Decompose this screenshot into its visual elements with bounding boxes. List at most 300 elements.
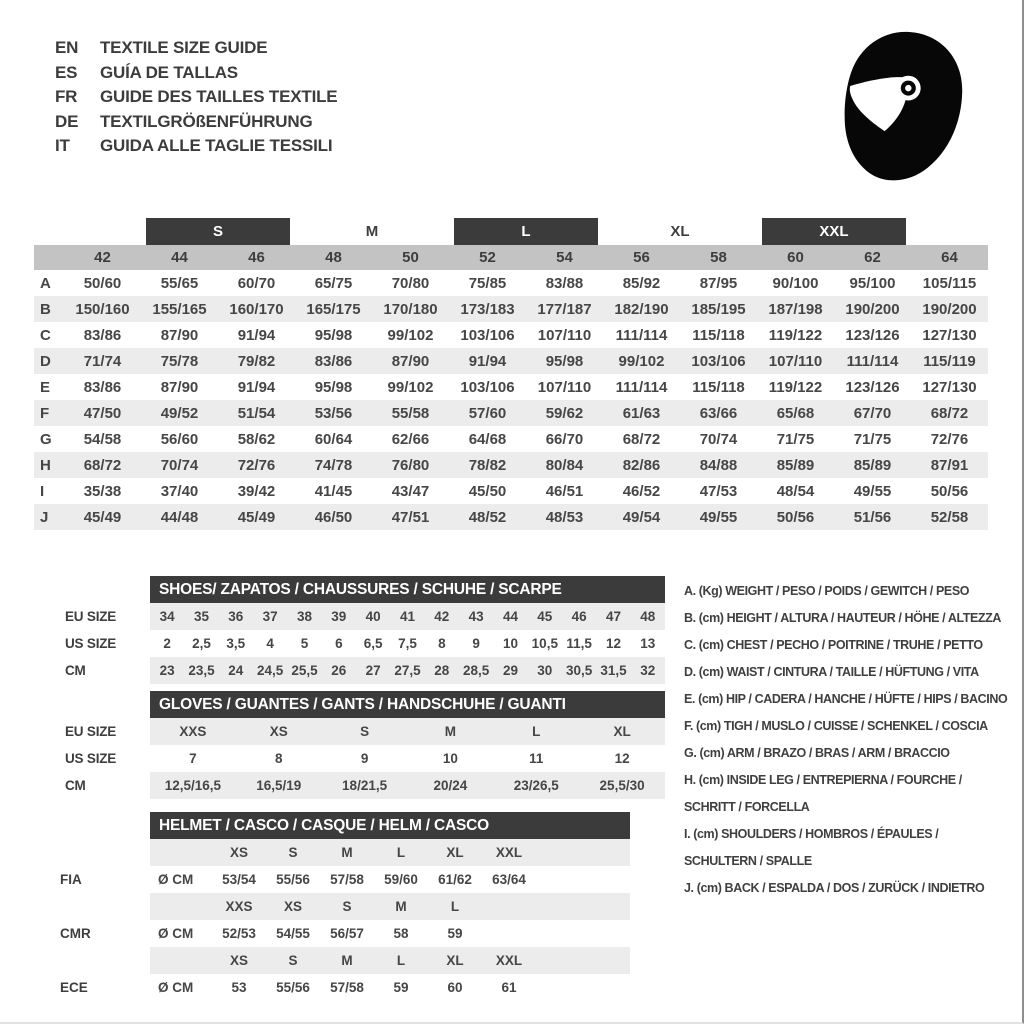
size-value: 46/52 [622,482,661,500]
lower-section [40,576,1012,1001]
helmet-size: XXL [482,839,536,866]
shoes-value: 2,5 [192,636,211,651]
shoes-value: 24 [219,657,253,684]
row-label: CM [40,657,150,684]
size-group-header-row [34,218,988,245]
language-title: GUIDE DES TAILLES TEXTILE [100,87,338,107]
language-row [55,85,337,110]
shoes-value: 27 [356,657,390,684]
size-table-row [34,452,988,478]
helmet-value-row [40,974,630,1001]
size-value: 80/84 [545,456,584,474]
size-value: 111/114 [615,378,668,396]
size-value: 60/64 [314,430,353,448]
language-code: DE [55,111,79,131]
size-value: 75/78 [160,352,199,370]
size-value: 50/56 [776,508,815,526]
gloves-value: L [493,718,579,745]
size-value: 99/102 [618,352,665,370]
size-value: 53/56 [314,404,353,422]
size-value: 58/62 [237,430,276,448]
size-value: 83/86 [83,326,122,344]
size-value: 187/198 [768,300,823,318]
size-value: 61/63 [622,404,661,422]
size-value: 173/183 [460,300,515,318]
row-label: A [40,274,51,292]
size-group-label: XXL [762,218,906,245]
size-value: 59/62 [545,404,584,422]
shoes-value: 10,5 [531,636,558,651]
column-header: 50 [402,249,419,266]
column-header: 48 [325,249,342,266]
gloves-value: M [408,718,494,745]
language-code: ES [55,62,78,82]
size-value: 95/98 [314,326,353,344]
size-value: 71/75 [853,430,892,448]
accessory-tables [40,576,670,1001]
size-value: 127/130 [922,326,977,344]
gloves-value: 11 [529,751,544,766]
shoes-value: 31,5 [596,657,630,684]
helmet-size [482,893,536,920]
shoes-value: 37 [253,603,287,630]
helmet-size: L [374,947,428,974]
gloves-value: XL [579,718,665,745]
size-group-cell [603,218,757,245]
column-header: 60 [787,249,804,266]
column-header: 42 [94,249,111,266]
size-value: 83/86 [314,352,353,370]
size-group-cell [757,218,911,245]
language-row [55,110,337,135]
helmet-value: 57/58 [330,872,364,887]
size-value: 71/74 [83,352,122,370]
shoes-title-row [40,576,670,603]
size-table-row [34,504,988,530]
language-code: EN [55,38,79,57]
helmet-value: 60 [447,980,463,995]
gloves-value: 18/21,5 [322,772,408,799]
helmet-size-row [40,947,630,974]
row-filler [536,893,630,920]
row-filler [536,839,630,866]
size-value: 78/82 [468,456,507,474]
size-value: 44/48 [160,508,199,526]
shoes-value: 27,5 [390,657,424,684]
size-value: 49/54 [622,508,661,526]
shoes-value: 34 [150,603,184,630]
helmet-size: S [266,947,320,974]
size-table-row [34,296,988,322]
language-title: GUIDA ALLE TAGLIE TESSILI [100,136,333,156]
size-value: 82/86 [622,456,661,474]
shoes-value: 13 [640,636,656,651]
size-value: 103/106 [460,378,515,396]
gloves-value: 12,5/16,5 [150,772,236,799]
size-group-label: S [146,218,290,245]
language-title-list [55,36,337,159]
size-value: 66/70 [545,430,584,448]
gloves-value: 10 [442,751,458,766]
shoes-value: 25,5 [287,657,321,684]
shoes-row [40,657,665,684]
language-title: GUÍA DE TALLAS [100,62,238,82]
size-value: 47/53 [699,482,738,500]
size-value: 107/110 [537,326,592,344]
size-value: 185/195 [691,300,746,318]
size-value: 155/165 [152,300,207,318]
size-table-row [34,400,988,426]
helmet-value: 53/54 [222,872,256,887]
shoes-value: 23,5 [184,657,218,684]
main-size-table [34,218,988,530]
size-value: 85/89 [853,456,892,474]
shoes-value: 30,5 [562,657,596,684]
column-header: 64 [941,249,958,266]
size-value: 165/175 [306,300,361,318]
size-value: 91/94 [468,352,507,370]
size-value: 115/118 [692,378,745,396]
gloves-row [40,772,665,799]
helmet-size-row [40,839,630,866]
size-value: 67/70 [853,404,892,422]
helmet-value: 61 [501,980,517,995]
language-row [55,61,337,86]
helmet-table-title: HELMET / CASCO / CASQUE / HELM / CASCO [150,812,630,839]
size-value: 46/51 [545,482,584,500]
size-value: 62/66 [391,430,430,448]
row-label: F [40,404,50,422]
row-label: J [40,508,49,526]
shoes-value: 46 [562,603,596,630]
gloves-value: S [322,718,408,745]
shoes-value: 38 [287,603,321,630]
size-value: 48/52 [468,508,507,526]
gloves-value: 16,5/19 [236,772,322,799]
size-value: 68/72 [83,456,122,474]
unit-spacer [150,947,212,974]
size-value: 70/74 [160,456,199,474]
measurement-legend [684,576,1012,1001]
size-value: 107/110 [537,378,592,396]
size-value: 103/106 [691,352,746,370]
size-value: 190/200 [845,300,900,318]
helmet-size: XS [212,839,266,866]
size-value: 43/47 [391,482,430,500]
column-header: 58 [710,249,727,266]
size-value: 70/74 [699,430,738,448]
row-label: US SIZE [40,745,150,772]
size-value: 57/60 [468,404,507,422]
size-value: 91/94 [237,378,276,396]
shoes-value: 42 [425,603,459,630]
helmet-size: XL [428,947,482,974]
shoes-value: 30 [528,657,562,684]
size-value: 47/50 [83,404,122,422]
language-title: TEXTILE SIZE GUIDE [100,38,268,57]
size-value: 55/58 [391,404,430,422]
size-value: 111/114 [846,352,899,370]
size-value: 48/53 [545,508,584,526]
shoes-value: 23 [150,657,184,684]
size-value: 51/56 [853,508,892,526]
size-value: 127/130 [922,378,977,396]
gloves-value: XS [236,718,322,745]
title-spacer [40,576,150,603]
helmet-value: 61/62 [438,872,472,887]
size-value: 111/114 [615,326,668,344]
size-value: 190/200 [922,300,977,318]
size-group-label: XL [670,223,690,240]
size-value: 68/72 [622,430,661,448]
gloves-title-row [40,691,670,718]
shoes-value: 29 [493,657,527,684]
helmet-value: 55/56 [276,980,310,995]
size-value: 107/110 [768,352,823,370]
size-group-label: L [454,218,598,245]
size-value: 87/95 [699,274,738,292]
size-group-label: M [365,223,379,240]
legend-item: A. (Kg) WEIGHT / PESO / POIDS / GEWITCH / PESO [684,584,970,598]
shoes-row [40,603,665,630]
gloves-value: 8 [274,751,283,766]
size-group-cell [295,218,449,245]
helmet-size: S [266,839,320,866]
helmet-value: 59/60 [384,872,418,887]
size-value: 37/40 [160,482,199,500]
size-value: 83/88 [545,274,584,292]
helmet-size: XXS [212,893,266,920]
row-filler [536,974,630,1001]
size-value: 115/118 [692,326,745,344]
size-group-cell [141,218,295,245]
size-value: 87/90 [160,326,199,344]
size-value: 95/98 [545,352,584,370]
size-value: 51/54 [237,404,276,422]
size-value: 177/187 [537,300,592,318]
size-value: 83/86 [83,378,122,396]
shoes-value: 45 [528,603,562,630]
gloves-value: 12 [614,751,630,766]
row-label: I [40,482,45,500]
shoes-value: 4 [266,636,274,651]
size-value: 91/94 [237,326,276,344]
size-value: 115/119 [923,352,976,370]
size-value: 49/55 [853,482,892,500]
column-header: 52 [479,249,496,266]
unit-spacer [150,893,212,920]
unit-label: Ø CM [158,872,194,887]
column-header: 46 [248,249,265,266]
header [0,36,1022,196]
size-value: 123/126 [845,378,900,396]
size-value: 45/49 [83,508,122,526]
helmet-size: XS [212,947,266,974]
shoes-value: 40 [356,603,390,630]
row-filler [536,947,630,974]
shoes-value: 12 [605,636,621,651]
gloves-row [40,718,665,745]
size-value: 35/38 [83,482,122,500]
legend-item: J. (cm) BACK / ESPALDA / DOS / ZURÜCK / INDIETRO [684,881,985,895]
column-header: 56 [633,249,650,266]
shoes-table [40,576,670,684]
title-spacer [40,812,150,839]
size-value: 99/102 [387,378,434,396]
size-value: 65/75 [314,274,353,292]
helmet-size-row [40,893,630,920]
language-code: IT [55,136,70,156]
gloves-table [40,691,670,799]
size-value: 64/68 [468,430,507,448]
size-value: 70/80 [391,274,430,292]
shoes-value: 28,5 [459,657,493,684]
size-value: 49/55 [699,508,738,526]
helmet-value-row [40,920,630,947]
shoes-value: 44 [493,603,527,630]
language-code: FR [55,87,78,107]
standard-label: FIA [40,866,150,893]
helmet-value: 55/56 [276,872,310,887]
gloves-value: 23/26,5 [493,772,579,799]
row-filler [536,866,630,893]
size-value: 95/100 [849,274,896,292]
shoes-value: 8 [438,636,446,651]
size-value: 79/82 [237,352,276,370]
size-table-row [34,426,988,452]
shoes-value: 32 [631,657,665,684]
row-filler [536,920,630,947]
size-value: 75/85 [468,274,507,292]
size-value: 71/75 [776,430,815,448]
helmet-value: 56/57 [330,926,364,941]
helmet-value: 54/55 [276,926,310,941]
size-value: 47/51 [391,508,430,526]
helmet-value: 59 [393,980,409,995]
size-value: 74/78 [314,456,353,474]
size-value: 87/91 [930,456,969,474]
size-value: 119/122 [768,326,823,344]
size-value: 99/102 [387,326,434,344]
legend-item: E. (cm) HIP / CADERA / HANCHE / HÜFTE / HIPS / BACINO [684,692,1008,706]
shoes-value: 35 [184,603,218,630]
row-label: G [40,430,52,448]
shoes-value: 39 [322,603,356,630]
helmet-table [40,812,670,1001]
helmet-size: M [374,893,428,920]
size-value: 45/49 [237,508,276,526]
row-label: C [40,326,51,344]
size-value: 56/60 [160,430,199,448]
helmet-value: 57/58 [330,980,364,995]
size-value: 45/50 [468,482,507,500]
size-value: 84/88 [699,456,738,474]
size-table-row [34,322,988,348]
helmet-size: L [428,893,482,920]
size-value: 95/98 [314,378,353,396]
helmet-size: M [320,947,374,974]
size-value: 160/170 [229,300,284,318]
gloves-value: 7 [189,751,197,766]
helmet-value [482,920,536,947]
helmet-size: XL [428,839,482,866]
shoes-value: 41 [390,603,424,630]
legend-item: B. (cm) HEIGHT / ALTURA / HAUTEUR / HÖHE / ALTEZZA [684,611,1002,625]
size-value: 54/58 [83,430,122,448]
shoes-value: 7,5 [398,636,417,651]
helmet-size: M [320,839,374,866]
language-row [55,134,337,159]
gloves-row [40,745,665,772]
helmet-value: 52/53 [222,926,256,941]
size-value: 90/100 [772,274,819,292]
shoes-value: 6 [335,636,343,651]
size-value: 182/190 [614,300,669,318]
outer-spacer [40,947,150,974]
row-label: EU SIZE [40,603,150,630]
size-value: 50/60 [83,274,122,292]
size-value: 52/58 [930,508,969,526]
size-value: 150/160 [75,300,130,318]
shoes-value: 5 [300,636,309,651]
legend-item: F. (cm) TIGH / MUSLO / CUISSE / SCHENKEL / COSCIA [684,719,988,733]
gloves-value: 25,5/30 [579,772,665,799]
size-table-row [34,374,988,400]
gloves-table-title: GLOVES / GUANTES / GANTS / HANDSCHUHE / GUANTI [150,691,665,718]
standard-label: CMR [40,920,150,947]
size-table-row [34,478,988,504]
gloves-value: 9 [360,751,369,766]
size-table-row [34,348,988,374]
legend-item: I. (cm) SHOULDERS / HOMBROS / ÉPAULES / SCHULTERN / SPALLE [684,827,939,868]
helmet-value: 58 [393,926,409,941]
row-label: US SIZE [40,630,150,657]
shoes-table-title: SHOES/ ZAPATOS / CHAUSSURES / SCHUHE / SCARPE [150,576,665,603]
shoes-value: 36 [219,603,253,630]
row-label: EU SIZE [40,718,150,745]
shoes-value: 47 [596,603,630,630]
size-value: 72/76 [930,430,969,448]
outer-spacer [40,893,150,920]
legend-item: D. (cm) WAIST / CINTURA / TAILLE / HÜFTUNG / VITA [684,665,979,679]
row-label: E [40,378,51,396]
size-value: 105/115 [922,274,977,292]
size-value: 123/126 [845,326,900,344]
size-value: 55/65 [160,274,199,292]
size-value: 60/70 [237,274,276,292]
size-value: 76/80 [391,456,430,474]
standard-label: ECE [40,974,150,1001]
shoes-value: 24,5 [253,657,287,684]
row-label: B [40,300,51,318]
shoes-value: 43 [459,603,493,630]
row-label: D [40,352,51,370]
unit-label: Ø CM [158,980,194,995]
racing-helmet-icon [838,30,970,186]
size-value: 68/72 [930,404,969,422]
language-row [55,36,337,61]
size-value: 41/45 [314,482,353,500]
gloves-value: 20/24 [408,772,494,799]
size-value: 65/68 [776,404,815,422]
helmet-size: XXL [482,947,536,974]
shoes-value: 2 [163,636,171,651]
helmet-value: 53 [231,980,247,995]
column-header: 44 [171,249,188,266]
helmet-size: S [320,893,374,920]
legend-item: H. (cm) INSIDE LEG / ENTREPIERNA / FOURCHE / SCHRITT / FORCELLA [684,773,962,814]
column-header-row [34,245,988,270]
